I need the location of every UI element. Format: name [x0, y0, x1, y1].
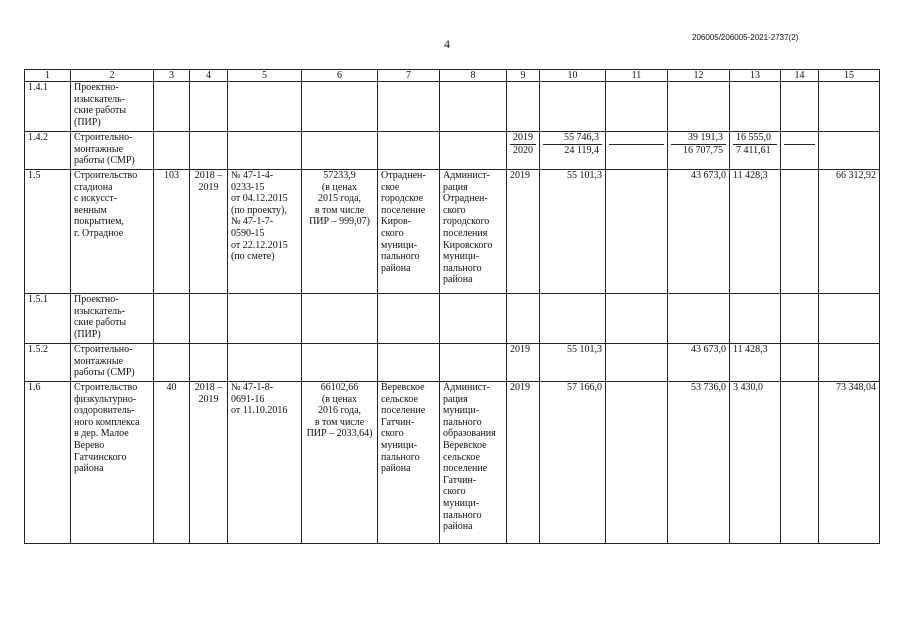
- header-cell: 1: [25, 70, 71, 82]
- object-name: Проектно- изыскатель- ские работы (ПИР): [71, 294, 154, 344]
- amount-regional: 53 736,0: [668, 382, 730, 544]
- amount-regional: 43 673,0: [668, 344, 730, 382]
- owner: Веревское сельское поселение Гатчин- ского муници- пального района: [378, 382, 440, 544]
- object-name: Строительство стадиона с искусст- венным покрытием, г. Отрадное: [71, 170, 154, 294]
- table-row: [25, 170, 880, 294]
- amount-cell: [668, 132, 730, 170]
- year: 2019: [507, 170, 540, 294]
- table-row: [25, 294, 880, 344]
- row-number: 1.5.2: [25, 344, 71, 382]
- header-cell: 10: [540, 70, 606, 82]
- header-cell: 7: [378, 70, 440, 82]
- amount-value: 55 746,3: [543, 132, 602, 145]
- object-name: Строительно- монтажные работы (СМР): [71, 344, 154, 382]
- owner: Отраднен- ское городское поселение Киров- ского муници- пального района: [378, 170, 440, 294]
- expertise-info: № 47-1-8- 0691-16 от 11.10.2016: [228, 382, 302, 544]
- row-number: 1.4.1: [25, 82, 71, 132]
- table-row: [25, 132, 880, 170]
- row-number: 1.6: [25, 382, 71, 544]
- amount-total: 57 166,0: [540, 382, 606, 544]
- amount-local: 11 428,3: [730, 170, 781, 294]
- header-cell: 14: [781, 70, 819, 82]
- year-value: 2020: [513, 145, 533, 156]
- document-id: 206005/206005-2021-2737(2): [692, 33, 799, 42]
- header-cell: 13: [730, 70, 781, 82]
- amount-local: 3 430,0: [730, 382, 781, 544]
- object-name: Строительство физкультурно- оздоровитель- ного комплекса в дер. Малое Верево Гатчинского района: [71, 382, 154, 544]
- amount-total: 55 101,3: [540, 170, 606, 294]
- period: 2018 – 2019: [190, 170, 228, 294]
- header-cell: 6: [302, 70, 378, 82]
- year: 2019: [507, 382, 540, 544]
- investment-table: [24, 69, 880, 544]
- table-row: [25, 82, 880, 132]
- year-value: 2019: [510, 132, 536, 145]
- amount-cell: [730, 132, 781, 170]
- table-row: [25, 382, 880, 544]
- capacity: 103: [154, 170, 190, 294]
- amount-local: 11 428,3: [730, 344, 781, 382]
- header-cell: 4: [190, 70, 228, 82]
- header-row: [25, 70, 880, 82]
- estimated-cost: 66102,66 (в ценах 2016 года, в том числе ПИР – 2033,64): [302, 382, 378, 544]
- row-number: 1.4.2: [25, 132, 71, 170]
- customer: Админист- рация муници- пального образования Веревское сельское поселение Гатчин- ского муници- пального района: [440, 382, 507, 544]
- header-cell: 11: [606, 70, 668, 82]
- estimated-cost: 57233,9 (в ценах 2015 года, в том числе ПИР – 999,07): [302, 170, 378, 294]
- amount-regional: 43 673,0: [668, 170, 730, 294]
- object-name: Строительно- монтажные работы (СМР): [71, 132, 154, 170]
- capacity: 40: [154, 382, 190, 544]
- total-cost: 66 312,92: [819, 170, 880, 294]
- table-row: [25, 344, 880, 382]
- row-number: 1.5: [25, 170, 71, 294]
- header-cell: 12: [668, 70, 730, 82]
- amount-value: 7 411,61: [736, 145, 771, 156]
- period: 2018 – 2019: [190, 382, 228, 544]
- customer: Админист- рация Отраднен- ского городского поселения Кировского муници- пального района: [440, 170, 507, 294]
- amount-value: 39 191,3: [671, 132, 726, 145]
- header-cell: 8: [440, 70, 507, 82]
- header-cell: 3: [154, 70, 190, 82]
- empty-cell: [606, 132, 668, 170]
- header-cell: 9: [507, 70, 540, 82]
- page-number: 4: [444, 37, 450, 51]
- amount-value: 16 555,0: [733, 132, 777, 145]
- amount-total: 55 101,3: [540, 344, 606, 382]
- header-cell: 15: [819, 70, 880, 82]
- header-cell: 5: [228, 70, 302, 82]
- total-cost: 73 348,04: [819, 382, 880, 544]
- amount-cell: [540, 132, 606, 170]
- header-cell: 2: [71, 70, 154, 82]
- expertise-info: № 47-1-4- 0233-15 от 04.12.2015 (по проекту), № 47-1-7- 0590-15 от 22.12.2015 (по смете): [228, 170, 302, 294]
- year-cell: [507, 132, 540, 170]
- amount-value: 24 119,4: [564, 145, 599, 156]
- amount-value: 16 707,75: [683, 145, 723, 156]
- year: 2019: [507, 344, 540, 382]
- object-name: Проектно- изыскатель- ские работы (ПИР): [71, 82, 154, 132]
- row-number: 1.5.1: [25, 294, 71, 344]
